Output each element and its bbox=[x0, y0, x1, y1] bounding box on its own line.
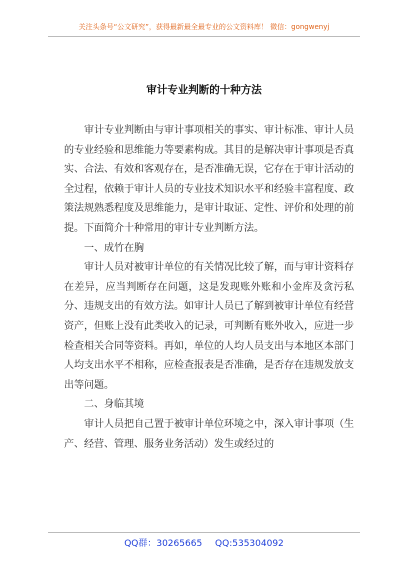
paragraph-intro: 审计专业判断由与审计事项相关的事实、审计标准、审计人员的专业经验和思维能力等要素构成。其目的是解决审计事项是否真实、合法、有效和客观存在，是否准确无误，它存在于审计活动的全过程，依赖于审计人员的专业技术知识水平和经验丰富程度、政策法规熟悉程度及思维能力，是审计取证、定性、评价和处理的前提。下面简介十种常用的审计专业判断方法。 bbox=[64, 125, 354, 234]
section-heading-1: 一、成竹在胸 bbox=[84, 242, 144, 254]
header-note: 关注头条号“公文研究”，获得最新最全最专业的公文资料库！ 微信：gongwenyj bbox=[78, 23, 330, 31]
footer-divider bbox=[48, 532, 360, 533]
header-divider bbox=[48, 36, 360, 37]
paragraph-section-2: 审计人员把自己置于被审计单位环境之中，深入审计事项（生产、经营、管理、服务业务活动）发生或经过的 bbox=[64, 418, 354, 450]
footer-qq-group: QQ群：30265665 bbox=[124, 539, 203, 549]
paragraph-section-1: 审计人员对被审计单位的有关情况比较了解，而与审计资料存在差异，应当判断存在问题，这是发现账外账和小金库及贪污私分、违规支出的有效方法。如审计人员已了解到被审计单位有经营资产，但账上没有此类收入的记录，可判断有账外收入，应进一步检查相关合同等资料。再如，单位的人均人员支出与本地区本部门人均支出水平不相称，应检查报表是否准确，是否存在违规发放支出等问题。 bbox=[64, 262, 354, 391]
section-heading-2: 二、身临其境 bbox=[84, 399, 144, 411]
footer-qq-number: QQ:535304092 bbox=[215, 539, 284, 549]
footer-contact bbox=[0, 536, 408, 549]
document-body bbox=[64, 121, 354, 454]
document-title: 审计专业判断的十种方法 bbox=[146, 84, 262, 96]
